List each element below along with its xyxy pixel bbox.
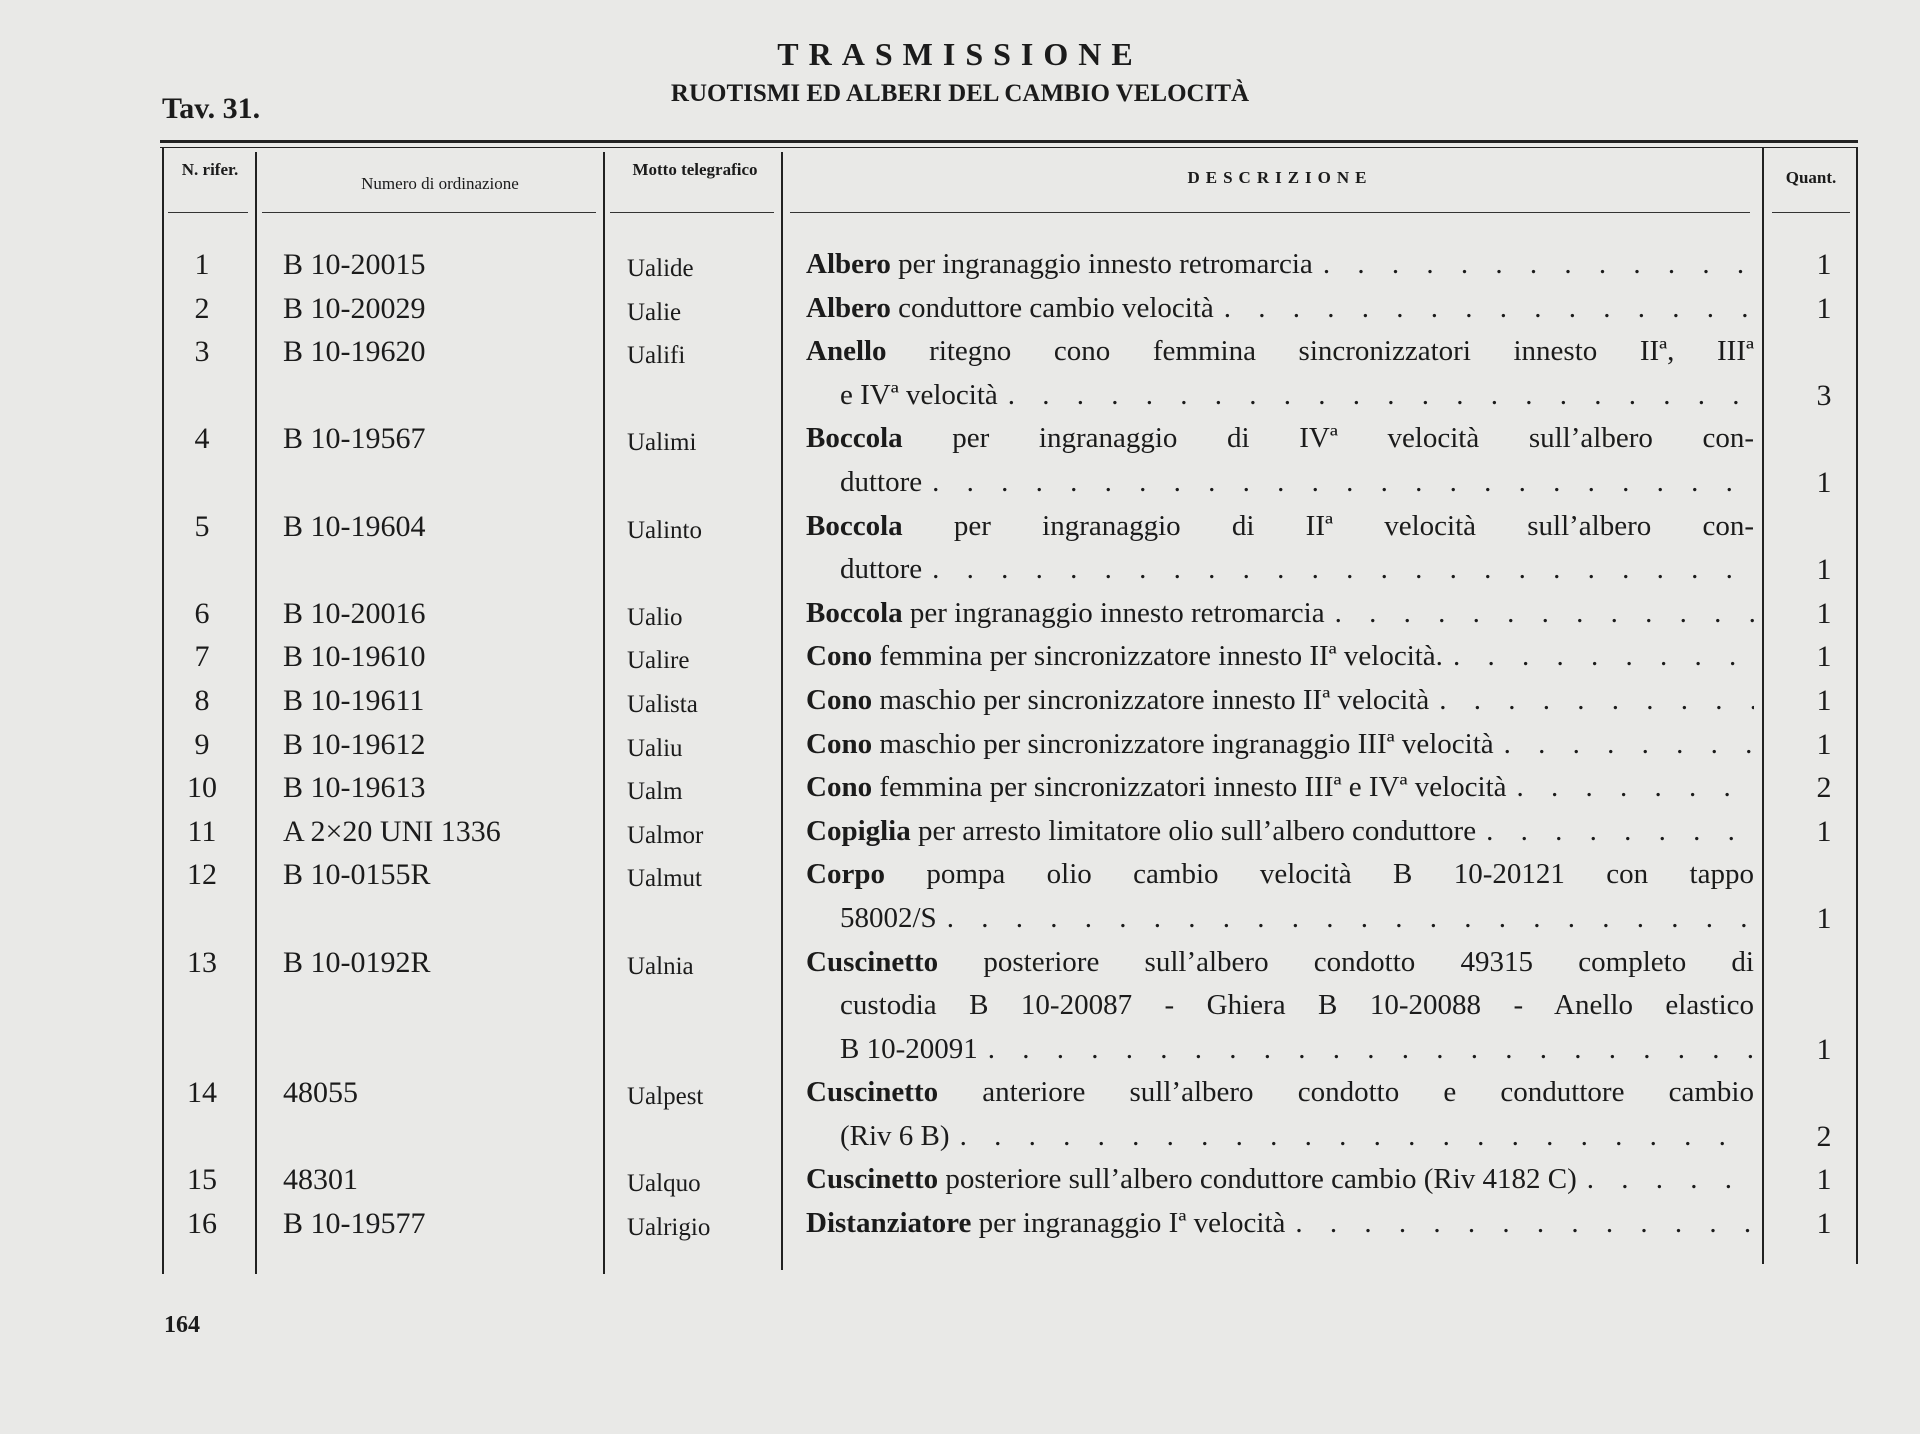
telegraph-code: Ualista bbox=[627, 690, 698, 718]
page-title: TRASMISSIONE bbox=[777, 36, 1143, 72]
description-line bbox=[806, 1071, 1754, 1115]
header-underline-qty bbox=[1772, 212, 1850, 213]
table-row bbox=[0, 287, 1920, 331]
telegraph-code: Ualimi bbox=[627, 429, 697, 457]
quantity: 1 bbox=[1816, 465, 1832, 499]
order-number: B 10-19612 bbox=[283, 727, 426, 761]
part-name: Corpo bbox=[806, 858, 885, 891]
ref-number: 2 bbox=[194, 291, 210, 325]
part-name: Anello bbox=[806, 335, 887, 368]
description-line bbox=[806, 766, 1754, 810]
order-number: B 10-19613 bbox=[283, 771, 426, 805]
description-text bbox=[840, 1028, 978, 1072]
quantity: 1 bbox=[1816, 814, 1832, 848]
part-name: Copiglia bbox=[806, 814, 911, 847]
description-text bbox=[806, 330, 1754, 374]
top-rule-thin bbox=[160, 147, 1858, 148]
order-number: 48301 bbox=[283, 1163, 358, 1197]
description-text bbox=[840, 374, 998, 418]
order-number: 48055 bbox=[283, 1076, 358, 1110]
description-text bbox=[806, 505, 1754, 549]
table-row bbox=[0, 243, 1920, 287]
quantity: 1 bbox=[1816, 640, 1832, 674]
header-underline-desc bbox=[790, 212, 1750, 213]
part-name: Boccola bbox=[806, 509, 903, 542]
ref-number: 16 bbox=[187, 1207, 217, 1241]
description-line bbox=[806, 505, 1754, 549]
description bbox=[806, 723, 1754, 767]
description-text bbox=[806, 723, 1494, 767]
ref-number: 13 bbox=[187, 945, 217, 979]
order-number: A 2×20 UNI 1336 bbox=[283, 814, 501, 848]
part-name: Boccola bbox=[806, 596, 903, 629]
description-text bbox=[806, 1202, 1285, 1246]
description bbox=[806, 1071, 1754, 1158]
leader-dots bbox=[1325, 592, 1754, 636]
leader-dots bbox=[1443, 635, 1754, 679]
order-number: B 10-20029 bbox=[283, 291, 426, 325]
part-description: duttore bbox=[840, 465, 923, 498]
ref-number: 10 bbox=[187, 771, 217, 805]
part-description: B 10-20091 bbox=[840, 1032, 978, 1065]
header-numero-ordinazione: Numero di ordinazione bbox=[361, 174, 519, 193]
part-name: Cuscinetto bbox=[806, 945, 939, 978]
leader-dots bbox=[998, 374, 1754, 418]
description-line bbox=[806, 330, 1754, 374]
description-line bbox=[806, 417, 1754, 461]
telegraph-code: Ualnia bbox=[627, 952, 694, 980]
order-number: B 10-0155R bbox=[283, 858, 431, 892]
part-description: femmina per sincronizzatori innesto IIIª e IVª velocità bbox=[872, 771, 1507, 804]
table-row bbox=[0, 810, 1920, 854]
part-name: Cuscinetto bbox=[806, 1163, 939, 1196]
part-description: per ingranaggio innesto retromarcia bbox=[890, 248, 1313, 280]
quantity: 1 bbox=[1816, 683, 1832, 717]
header-underline-n bbox=[168, 212, 248, 213]
description-line bbox=[806, 723, 1754, 767]
leader-dots bbox=[922, 461, 1754, 505]
description-text bbox=[806, 1071, 1754, 1115]
description-line bbox=[806, 374, 1754, 418]
leader-dots bbox=[1507, 766, 1755, 810]
description bbox=[806, 592, 1754, 636]
table-row bbox=[0, 941, 1920, 1072]
header-motto-telegrafico: Motto telegrafico bbox=[632, 160, 758, 179]
telegraph-code: Ualie bbox=[627, 298, 682, 326]
leader-dots bbox=[1285, 1202, 1754, 1246]
part-description: per ingranaggio di IIª velocità sull’albero con- bbox=[902, 509, 1754, 542]
part-name: Cono bbox=[806, 683, 873, 716]
ref-number: 8 bbox=[194, 683, 210, 717]
part-description: conduttore cambio velocità bbox=[890, 291, 1214, 324]
part-description: femmina per sincronizzatore innesto IIª velocità. bbox=[872, 640, 1443, 673]
table-row bbox=[0, 330, 1920, 417]
part-name: Boccola bbox=[806, 422, 903, 455]
leader-dots bbox=[1577, 1158, 1754, 1202]
quantity: 1 bbox=[1816, 291, 1832, 325]
part-description: custodia B 10-20087 - Ghiera B 10-20088 - Anello elastico bbox=[840, 989, 1754, 1022]
ref-number: 4 bbox=[194, 422, 210, 456]
description-line bbox=[806, 461, 1754, 505]
table-row bbox=[0, 635, 1920, 679]
telegraph-code: Ualm bbox=[627, 778, 683, 806]
telegraph-code: Ualinto bbox=[627, 516, 702, 544]
description bbox=[806, 330, 1754, 417]
part-name: Cuscinetto bbox=[806, 1076, 939, 1109]
order-number: B 10-19611 bbox=[283, 683, 425, 717]
header-underline-motto bbox=[610, 212, 774, 213]
table-row bbox=[0, 853, 1920, 940]
part-description: ritegno cono femmina sincronizzatori innesto IIª, IIIª bbox=[886, 335, 1754, 368]
description bbox=[806, 853, 1754, 940]
ref-number: 3 bbox=[194, 335, 210, 369]
part-name: Albero bbox=[806, 291, 891, 324]
description bbox=[806, 1202, 1754, 1246]
quantity: 1 bbox=[1816, 596, 1832, 630]
leader-dots bbox=[937, 897, 1754, 941]
ref-number: 12 bbox=[187, 858, 217, 892]
part-description: per ingranaggio innesto retromarcia bbox=[902, 596, 1325, 629]
description bbox=[806, 635, 1754, 679]
leader-dots bbox=[1429, 679, 1754, 723]
part-description: posteriore sull’albero conduttore cambio (Riv 4182 C) bbox=[938, 1163, 1577, 1196]
part-name: Cono bbox=[806, 640, 873, 673]
ref-number: 9 bbox=[194, 727, 210, 761]
telegraph-code: Ualiu bbox=[627, 734, 683, 762]
description bbox=[806, 1158, 1754, 1202]
description-text bbox=[806, 417, 1754, 461]
page-subtitle: RUOTISMI ED ALBERI DEL CAMBIO VELOCITÀ bbox=[670, 80, 1250, 107]
order-number: B 10-19610 bbox=[283, 640, 426, 674]
order-number: B 10-19620 bbox=[283, 335, 426, 369]
leader-dots bbox=[1494, 723, 1754, 767]
table-row bbox=[0, 417, 1920, 504]
telegraph-code: Ualmor bbox=[627, 821, 704, 849]
description-line bbox=[806, 810, 1754, 854]
description-line bbox=[806, 1202, 1754, 1246]
table-row bbox=[0, 1202, 1920, 1246]
telegraph-code: Ualrigio bbox=[627, 1214, 711, 1242]
leader-dots bbox=[1214, 287, 1754, 331]
description bbox=[806, 417, 1754, 504]
quantity: 3 bbox=[1816, 378, 1832, 412]
part-description: duttore bbox=[840, 553, 923, 586]
description-line bbox=[806, 853, 1754, 897]
table-row bbox=[0, 679, 1920, 723]
description-text bbox=[840, 897, 937, 941]
ref-number: 14 bbox=[187, 1076, 217, 1110]
part-description: per ingranaggio Iª velocità bbox=[971, 1207, 1286, 1240]
description-text bbox=[806, 679, 1429, 723]
description-text bbox=[806, 853, 1754, 897]
ref-number: 6 bbox=[194, 596, 210, 630]
header-descrizione: DESCRIZIONE bbox=[1187, 168, 1373, 187]
part-description: posteriore sull’albero condotto 49315 completo di bbox=[938, 945, 1754, 978]
quantity: 1 bbox=[1816, 901, 1832, 935]
quantity: 1 bbox=[1816, 248, 1832, 281]
description-line bbox=[806, 941, 1754, 985]
description-line bbox=[806, 548, 1754, 592]
description-line bbox=[806, 243, 1754, 287]
part-name: Cono bbox=[806, 727, 873, 760]
top-rule-thick bbox=[160, 140, 1858, 143]
leader-dots bbox=[1313, 243, 1754, 287]
description-text bbox=[806, 1158, 1577, 1202]
telegraph-code: Ualide bbox=[627, 255, 694, 282]
part-name: Albero bbox=[806, 248, 891, 280]
part-description: anteriore sull’albero condotto e conduttore cambio bbox=[938, 1076, 1754, 1109]
description-text bbox=[806, 941, 1754, 985]
description-line bbox=[806, 1115, 1754, 1159]
description-line bbox=[806, 1028, 1754, 1072]
quantity: 2 bbox=[1816, 771, 1832, 805]
telegraph-code: Ualio bbox=[627, 603, 683, 631]
order-number: B 10-19604 bbox=[283, 509, 426, 543]
table-row bbox=[0, 505, 1920, 592]
part-description: 58002/S bbox=[840, 901, 937, 934]
part-name: Distanziatore bbox=[806, 1207, 972, 1240]
part-description: pompa olio cambio velocità B 10-20121 con tappo bbox=[884, 858, 1754, 891]
description-text bbox=[840, 461, 922, 505]
header-underline-code bbox=[262, 212, 596, 213]
description-line bbox=[806, 1158, 1754, 1202]
description-line bbox=[806, 679, 1754, 723]
telegraph-code: Ualmut bbox=[627, 865, 702, 893]
table-row bbox=[0, 592, 1920, 636]
telegraph-code: Ualire bbox=[627, 647, 690, 675]
description-line bbox=[806, 897, 1754, 941]
description-text bbox=[806, 766, 1507, 810]
part-description: per ingranaggio di IVª velocità sull’albero con- bbox=[902, 422, 1754, 455]
description bbox=[806, 810, 1754, 854]
telegraph-code: Ualifi bbox=[627, 342, 686, 370]
description bbox=[806, 287, 1754, 331]
quantity: 1 bbox=[1816, 1163, 1832, 1197]
table-number: Tav. 31. bbox=[162, 92, 261, 125]
quantity: 1 bbox=[1816, 553, 1832, 587]
quantity: 2 bbox=[1816, 1119, 1832, 1153]
description-text bbox=[840, 548, 922, 592]
quantity: 1 bbox=[1816, 1207, 1832, 1241]
part-description: maschio per sincronizzatore ingranaggio IIIª velocità bbox=[872, 727, 1494, 760]
telegraph-code: Ualpest bbox=[627, 1083, 704, 1111]
header-n-rifer: N. rifer. bbox=[181, 160, 239, 179]
quantity: 1 bbox=[1816, 727, 1832, 761]
table-row bbox=[0, 1071, 1920, 1158]
order-number: B 10-19577 bbox=[283, 1207, 426, 1241]
description-text bbox=[840, 984, 1754, 1028]
part-description: maschio per sincronizzatore innesto IIª velocità bbox=[872, 683, 1430, 716]
description-line bbox=[806, 984, 1754, 1028]
description bbox=[806, 766, 1754, 810]
description-text bbox=[806, 592, 1325, 636]
table-row bbox=[0, 766, 1920, 810]
order-number: B 10-20016 bbox=[283, 596, 426, 630]
description-text bbox=[840, 1115, 950, 1159]
description-line bbox=[806, 635, 1754, 679]
description-text bbox=[806, 635, 1443, 679]
order-number: B 10-0192R bbox=[283, 945, 431, 979]
part-name: Cono bbox=[806, 771, 873, 804]
leader-dots bbox=[950, 1115, 1754, 1159]
leader-dots bbox=[978, 1028, 1754, 1072]
description-text bbox=[806, 810, 1476, 854]
ref-number: 5 bbox=[194, 509, 210, 543]
leader-dots bbox=[1476, 810, 1754, 854]
description-line bbox=[806, 592, 1754, 636]
description-text bbox=[806, 243, 1313, 287]
header-quantita: Quant. bbox=[1785, 168, 1837, 187]
part-description: per arresto limitatore olio sull’albero conduttore bbox=[910, 814, 1477, 847]
telegraph-code: Ualquo bbox=[627, 1170, 701, 1198]
parts-table-body bbox=[0, 243, 1920, 1246]
part-description: (Riv 6 B) bbox=[840, 1119, 950, 1152]
description bbox=[806, 679, 1754, 723]
ref-number: 11 bbox=[187, 814, 217, 848]
description-line bbox=[806, 287, 1754, 331]
description bbox=[806, 505, 1754, 592]
ref-number: 7 bbox=[194, 640, 210, 674]
order-number: B 10-19567 bbox=[283, 422, 426, 456]
description bbox=[806, 243, 1754, 287]
leader-dots bbox=[922, 548, 1754, 592]
description bbox=[806, 941, 1754, 1072]
table-row bbox=[0, 723, 1920, 767]
quantity: 1 bbox=[1816, 1032, 1832, 1066]
part-description: e IVª velocità bbox=[840, 378, 998, 411]
description-text bbox=[806, 287, 1214, 331]
table-row bbox=[0, 1158, 1920, 1202]
page-number: 164 bbox=[164, 1312, 200, 1338]
ref-number: 15 bbox=[187, 1163, 217, 1197]
order-number: B 10-20015 bbox=[283, 248, 426, 281]
ref-number: 1 bbox=[194, 248, 210, 281]
